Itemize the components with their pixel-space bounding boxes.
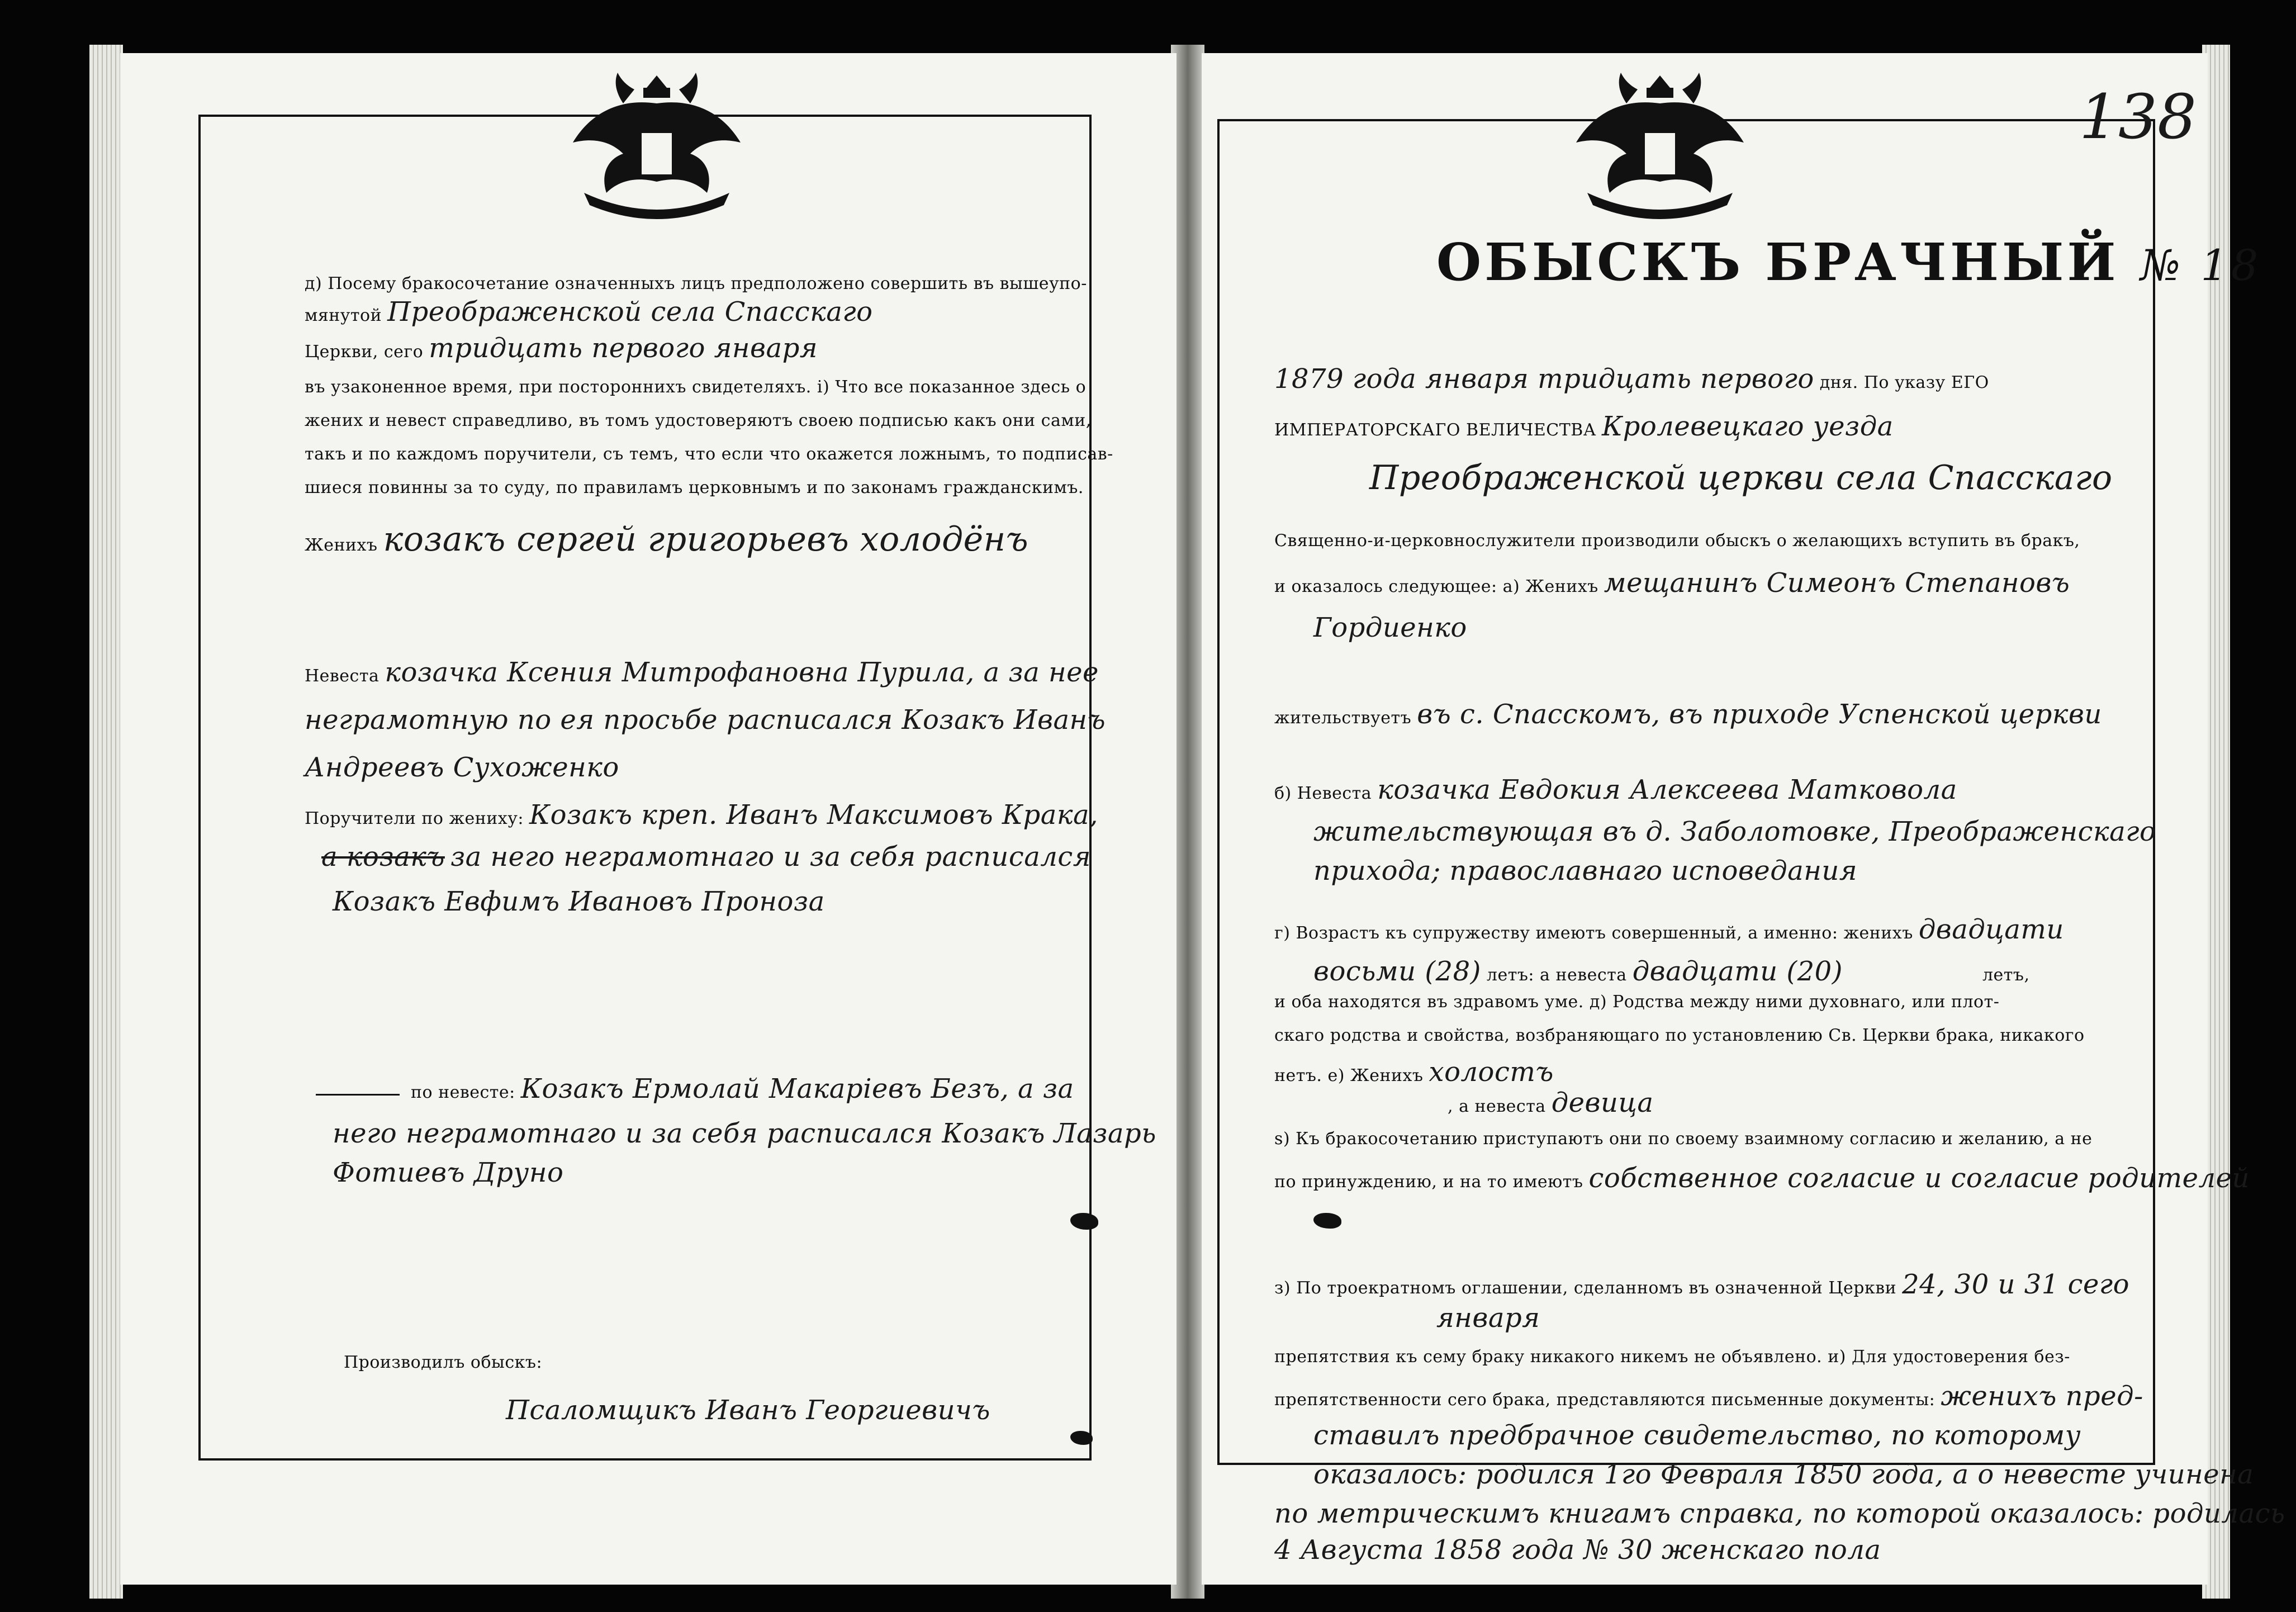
left-page <box>120 53 1177 1585</box>
bride-entry: Невеста козачка Ксения Митрофановна Пурила, а за нее <box>305 657 1099 688</box>
text-line: Священно-и-церковнослужители производили обыскъ о желающихъ вступить въ бракъ, <box>1274 531 2080 551</box>
text-line: препятствия къ сему браку никакого никемъ не объявлено. и) Для удостоверения без- <box>1274 1347 2070 1367</box>
text-line: ИМПЕРАТОРСКАГО ВЕЛИЧЕСТВА Кролевецкаго уезда <box>1274 411 1894 442</box>
text-line: 1879 года января тридцать первого дня. По указу ЕГО <box>1274 363 1989 395</box>
bride-entry-line: неграмотную по ея просьбе расписался Козакъ Иванъ <box>305 704 1106 736</box>
text-line: жених и невест справедливо, въ томъ удостоверяютъ своею подписью какъ они сами, <box>305 411 1092 430</box>
bride-entry-line: жительствующая въ д. Заболотовке, Преображенскаго <box>1313 816 2156 847</box>
right-page <box>1202 53 2285 1585</box>
status-line: нетъ. е) Женихъ холостъ <box>1274 1056 1554 1088</box>
text-line: д) Посему бракосочетание означенныхъ лицъ предположено совершить въ вышеупо- <box>305 274 1087 293</box>
bride-entry: б) Невеста козачка Евдокия Алексеева Матковола <box>1274 774 1957 805</box>
officiant-label: Производилъ обыскъ: <box>344 1353 543 1372</box>
banns-line: января <box>1436 1302 1540 1334</box>
documents-line: по метрическимъ книгамъ справка, по которой оказалось: родилась <box>1274 1498 2285 1529</box>
groom-surname: Гордиенко <box>1313 612 1467 643</box>
imperial-eagle-icon <box>1554 53 1766 238</box>
groom-entry: Женихъ козакъ сергей григорьевъ холодёнъ <box>305 520 1029 559</box>
text-line: мянутой Преображенской села Спасскаго <box>305 296 873 328</box>
officiant-signature: Псаломщикъ Иванъ Георгиевичъ <box>506 1395 990 1426</box>
consent-line: по принуждению, и на то имеютъ собственное согласие и согласие родителей <box>1274 1163 2250 1194</box>
age-line: восьми (28) летъ: а невеста двадцати (20) летъ, <box>1313 956 2030 987</box>
text-line: Преображенской церкви села Спасскаго <box>1369 458 2113 497</box>
text-line: и оба находятся въ здравомъ уме. д) Родства между ними духовнаго, или плот- <box>1274 992 2000 1012</box>
bride-sureties: по невесте: Козакъ Ермолай Макарiевъ Безъ, а за <box>411 1073 1074 1104</box>
documents-line: ставилъ предбрачное свидетельство, по которому <box>1313 1420 2081 1451</box>
residence-line: жительствуетъ въ с. Спасскомъ, въ приходе Успенской церкви <box>1274 699 2102 730</box>
status-line: , а невеста девица <box>1448 1087 1654 1118</box>
groom-entry: и оказалось следующее: а) Женихъ мещанинъ Симеонъ Степановъ <box>1274 567 2070 599</box>
text-line: въ узаконенное время, при постороннихъ свидетеляхъ. і) Что все показанное здесь о <box>305 377 1087 397</box>
groom-sureties-line: Козакъ Евфимъ Ивановъ Проноза <box>333 886 825 917</box>
left-page-edges <box>89 45 123 1599</box>
documents-line: препятственности сего брака, представляются письменные документы: женихъ пред- <box>1274 1381 2143 1412</box>
imperial-eagle-icon <box>551 53 763 238</box>
documents-line: оказалось: родился 1го Февраля 1850 года, а о невесте учинена <box>1313 1459 2254 1490</box>
page-title: ОБЫСКЪ БРАЧНЫЙ № 18 <box>1436 232 2262 292</box>
text-line: ѕ) Къ бракосочетанию приступаютъ они по своему взаимному согласию и желанию, а не <box>1274 1129 2093 1149</box>
groom-sureties: Поручители по жениху: Козакъ креп. Иванъ Максимовъ Крака, <box>305 799 1098 831</box>
bride-sureties-line: Фотиевъ Друно <box>333 1157 564 1188</box>
text-line: скаго родства и свойства, возбраняющаго по установлению Св. Церкви брака, никакого <box>1274 1026 2085 1045</box>
groom-sureties-line: а козакъ за него неграмотнаго и за себя расписался <box>321 841 1092 873</box>
text-line: такъ и по каждомъ поручители, съ темъ, что если что окажется ложнымъ, то подписав- <box>305 444 1113 464</box>
bride-entry-line: Андреевъ Сухоженко <box>305 752 619 783</box>
bride-entry-line: прихода; православнаго исповедания <box>1313 855 1858 886</box>
dash-rule <box>316 1094 400 1096</box>
text-line: Церкви, сего тридцать первого января <box>305 333 818 364</box>
bride-sureties-line: него неграмотнаго и за себя расписался Козакъ Лазарь <box>333 1118 1156 1149</box>
age-line: г) Возрастъ къ супружеству имеютъ совершенный, а именно: женихъ двадцати <box>1274 914 2064 945</box>
page-number: 138 <box>2079 81 2197 153</box>
documents-line: 4 Августа 1858 года № 30 женскаго пола <box>1274 1534 1881 1566</box>
text-line: шиеся повинны за то суду, по правиламъ церковнымъ и по законамъ гражданскимъ. <box>305 478 1084 497</box>
banns-line: з) По троекратномъ оглашении, сделанномъ въ означенной Церкви 24, 30 и 31 сего <box>1274 1269 2130 1300</box>
